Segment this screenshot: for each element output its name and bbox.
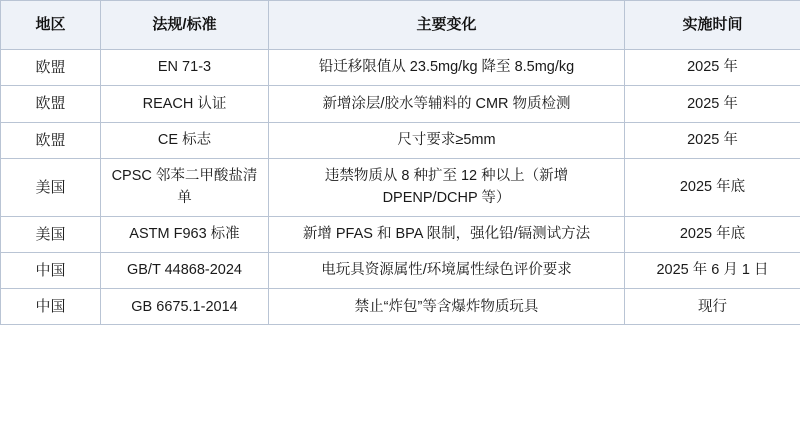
- table-row: [1, 289, 800, 325]
- cell-region: 欧盟: [1, 50, 101, 86]
- cell-standard: CPSC 邻苯二甲酸盐清单: [101, 158, 269, 216]
- cell-change: 禁止“炸包”等含爆炸物质玩具: [269, 289, 625, 325]
- cell-date: 现行: [625, 289, 800, 325]
- cell-date: 2025 年底: [625, 216, 800, 252]
- cell-region: 欧盟: [1, 122, 101, 158]
- table-row: [1, 158, 800, 216]
- column-header-change: 主要变化: [269, 1, 625, 50]
- cell-change: 违禁物质从 8 种扩至 12 种以上（新增 DPENP/DCHP 等）: [269, 158, 625, 216]
- cell-region: 美国: [1, 158, 101, 216]
- column-header-region: 地区: [1, 1, 101, 50]
- cell-change: 新增涂层/胶水等辅料的 CMR 物质检测: [269, 86, 625, 122]
- table-body: [1, 50, 800, 325]
- table-row: [1, 122, 800, 158]
- table-header: [1, 1, 800, 50]
- column-header-standard: 法规/标准: [101, 1, 269, 50]
- cell-standard: REACH 认证: [101, 86, 269, 122]
- cell-standard: EN 71-3: [101, 50, 269, 86]
- cell-standard: ASTM F963 标准: [101, 216, 269, 252]
- cell-standard: GB/T 44868-2024: [101, 252, 269, 288]
- table-row: [1, 216, 800, 252]
- cell-standard: GB 6675.1-2014: [101, 289, 269, 325]
- cell-change: 铅迁移限值从 23.5mg/kg 降至 8.5mg/kg: [269, 50, 625, 86]
- cell-change: 尺寸要求≥5mm: [269, 122, 625, 158]
- cell-date: 2025 年底: [625, 158, 800, 216]
- cell-date: 2025 年: [625, 86, 800, 122]
- cell-region: 中国: [1, 252, 101, 288]
- cell-date: 2025 年: [625, 50, 800, 86]
- column-header-date: 实施时间: [625, 1, 800, 50]
- cell-date: 2025 年 6 月 1 日: [625, 252, 800, 288]
- table-row: [1, 50, 800, 86]
- cell-region: 欧盟: [1, 86, 101, 122]
- cell-change: 新增 PFAS 和 BPA 限制，强化铅/镉测试方法: [269, 216, 625, 252]
- cell-standard: CE 标志: [101, 122, 269, 158]
- cell-region: 中国: [1, 289, 101, 325]
- table-row: [1, 252, 800, 288]
- cell-date: 2025 年: [625, 122, 800, 158]
- table-row: [1, 86, 800, 122]
- table-header-row: [1, 1, 800, 50]
- cell-region: 美国: [1, 216, 101, 252]
- cell-change: 电玩具资源属性/环境属性绿色评价要求: [269, 252, 625, 288]
